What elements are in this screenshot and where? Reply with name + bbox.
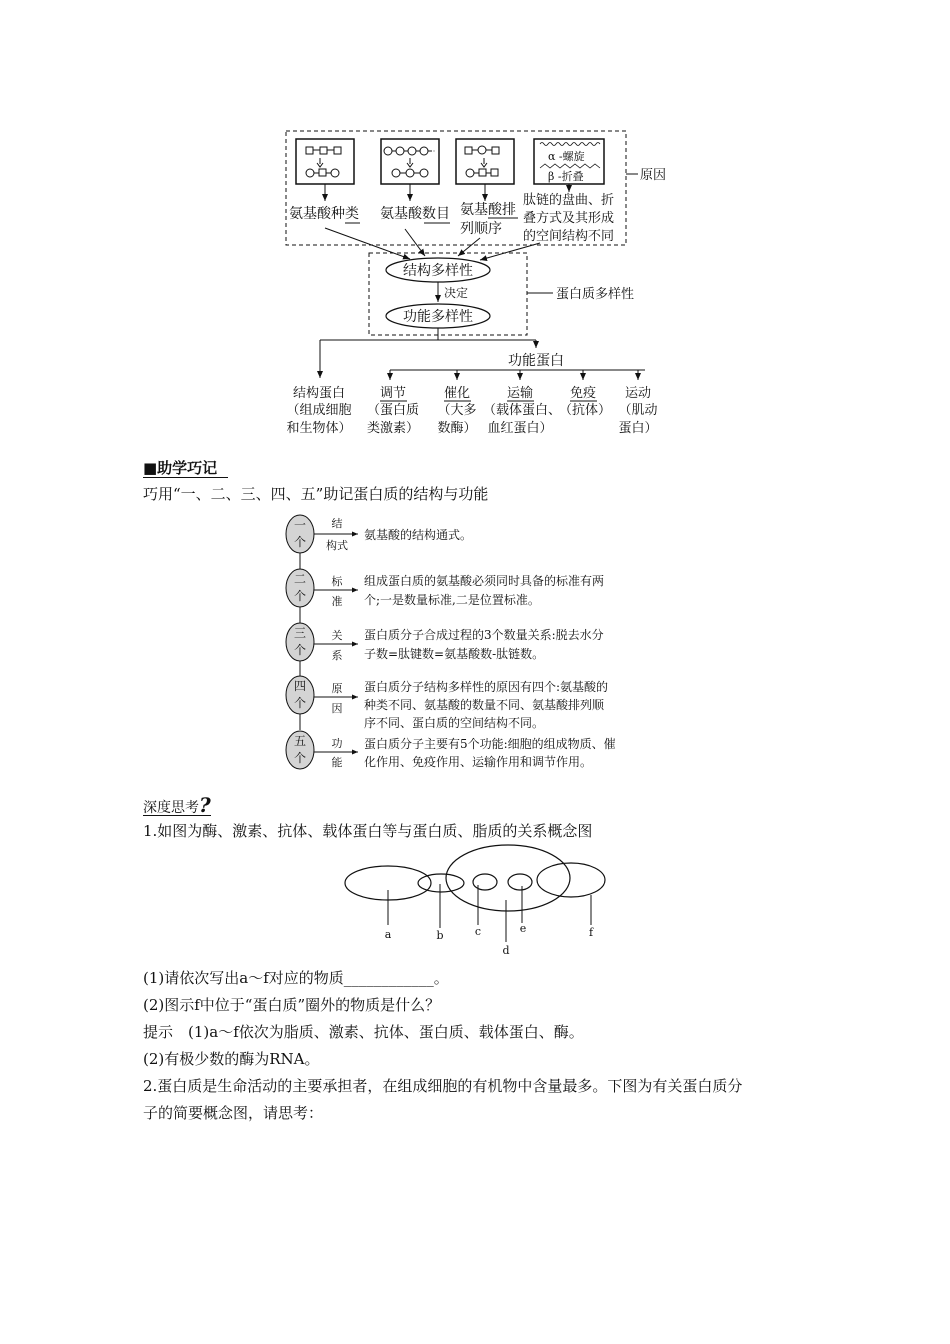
svg-text:五: 五 (293, 734, 307, 748)
svg-text:个;一是数量标准,二是位置标准。: 个;一是数量标准,二是位置标准。 (364, 593, 540, 607)
chain-box-1 (296, 139, 354, 184)
question-1: 1.如图为酶、激素、抗体、载体蛋白等与蛋白质、脂质的关系概念图 (143, 822, 593, 840)
reason-4-line1: 肽链的盘曲、折 (523, 193, 615, 208)
function-desc-6b: 蛋白） (618, 421, 658, 436)
function-desc-5a: （抗体） (558, 403, 612, 418)
svg-text:蛋白质分子主要有5个功能:细胞的组成物质、催: 蛋白质分子主要有5个功能:细胞的组成物质、催 (364, 737, 616, 751)
question-2-line-1: 2.蛋白质是生命活动的主要承担者，在组成细胞的有机物中含量最多。下图为有关蛋白质分 (143, 1077, 743, 1095)
svg-text:二: 二 (293, 572, 307, 586)
function-name-1: 结构蛋白 (292, 386, 346, 401)
function-name-6: 运动 (624, 386, 652, 401)
venn-label-b: b (436, 929, 444, 942)
svg-text:氨基酸的结构通式。: 氨基酸的结构通式。 (364, 528, 473, 542)
function-desc-4b: 血红蛋白） (487, 421, 553, 436)
svg-text:四: 四 (293, 679, 307, 693)
chain-box-2 (381, 139, 439, 184)
svg-text:三: 三 (293, 626, 307, 640)
svg-text:蛋白质分子结构多样性的原因有四个:氨基酸的: 蛋白质分子结构多样性的原因有四个:氨基酸的 (364, 680, 609, 694)
venn-label-f: f (588, 926, 594, 939)
svg-text:构式: 构式 (326, 539, 348, 552)
chain-box-3 (456, 139, 514, 184)
hint-2: (2)有极少数的酶为RNA。 (143, 1050, 320, 1068)
mnemonic-item-1 (286, 515, 472, 553)
svg-text:功: 功 (331, 737, 343, 750)
mnemonic-item-4 (286, 676, 608, 730)
reason-3-line1: 氨基酸排 (460, 202, 516, 218)
function-name-2: 调节 (379, 386, 407, 401)
functional-protein-label: 功能蛋白 (508, 353, 564, 369)
function-desc-3a: （大多 (437, 403, 477, 418)
svg-text:子数=肽键数=氨基酸数-肽链数。: 子数=肽键数=氨基酸数-肽链数。 (364, 647, 545, 661)
venn-label-a: a (384, 928, 392, 941)
alpha-helix-label: α -螺旋 (548, 150, 585, 163)
chain-box-4 (534, 139, 604, 184)
function-desc-6a: （肌动 (618, 403, 658, 418)
venn-label-e: e (519, 922, 527, 935)
protein-diversity-diagram (0, 0, 950, 450)
function-desc-3b: 数酶） (437, 421, 477, 436)
function-desc-2a: （蛋白质 (366, 403, 420, 418)
function-desc-2b: 类激素） (366, 421, 420, 436)
svg-text:序不同、蛋白质的空间结构不同。: 序不同、蛋白质的空间结构不同。 (364, 716, 545, 730)
function-desc-4a: （载体蛋白、 (482, 403, 562, 418)
protein-diversity-label: 蛋白质多样性 (556, 287, 635, 302)
help-intro: 巧用“一、二、三、四、五”助记蛋白质的结构与功能 (143, 485, 489, 503)
question-mark-icon: ? (199, 793, 211, 817)
svg-text:个: 个 (293, 696, 307, 710)
svg-text:准: 准 (331, 595, 343, 608)
svg-text:组成蛋白质的氨基酸必须同时具备的标准有两: 组成蛋白质的氨基酸必须同时具备的标准有两 (364, 574, 605, 588)
reason-1: 氨基酸种类 (289, 206, 359, 222)
reason-label: 原因 (640, 168, 667, 183)
beta-sheet-label: β -折叠 (548, 170, 584, 183)
svg-text:个: 个 (293, 643, 307, 657)
svg-text:标: 标 (331, 575, 343, 588)
reason-4-line2: 叠方式及其形成 (523, 211, 615, 226)
svg-text:个: 个 (293, 589, 307, 603)
venn-diagram (330, 840, 630, 962)
question-1-part-2: (2)图示f中位于“蛋白质”圈外的物质是什么？ (143, 996, 441, 1014)
mnemonic-item-5 (286, 731, 616, 769)
svg-text:个: 个 (293, 535, 307, 549)
determine-label: 决定 (444, 286, 469, 300)
function-name-3: 催化 (443, 386, 471, 401)
hint-1: 提示 (1)a～f依次为脂质、激素、抗体、蛋白质、载体蛋白、酶。 (143, 1023, 584, 1041)
venn-label-d: d (502, 944, 510, 957)
svg-text:蛋白质分子合成过程的3个数量关系:脱去水分: 蛋白质分子合成过程的3个数量关系:脱去水分 (364, 628, 604, 642)
svg-text:种类不同、氨基酸的数量不同、氨基酸排列顺: 种类不同、氨基酸的数量不同、氨基酸排列顺 (364, 698, 605, 712)
svg-text:能: 能 (331, 756, 343, 769)
svg-text:个: 个 (293, 751, 307, 765)
function-name-4: 运输 (506, 386, 534, 401)
function-desc-1b: 和生物体） (286, 421, 352, 436)
svg-text:化作用、免疫作用、运输作用和调节作用。: 化作用、免疫作用、运输作用和调节作用。 (364, 755, 593, 769)
reason-2: 氨基酸数目 (380, 206, 450, 222)
deep-thinking-underline (143, 815, 211, 816)
svg-text:因: 因 (331, 702, 343, 715)
svg-text:一: 一 (293, 518, 307, 532)
deep-thinking-title: 深度思考? (143, 793, 211, 817)
svg-text:原: 原 (331, 682, 343, 695)
help-section-title: ■助学巧记 (143, 459, 218, 477)
help-title-underline (143, 477, 228, 478)
question-1-part-1: (1)请依次写出a～f对应的物质____________。 (143, 969, 449, 987)
mnemonic-item-2 (286, 569, 604, 608)
function-desc-1a: （组成细胞 (286, 403, 352, 418)
question-2-line-2: 子的简要概念图，请思考： (143, 1104, 324, 1122)
function-diversity: 功能多样性 (403, 309, 473, 325)
mnemonic-item-3 (286, 623, 604, 662)
svg-text:系: 系 (331, 649, 343, 662)
svg-text:结: 结 (331, 517, 343, 530)
venn-label-c: c (474, 925, 482, 938)
structure-diversity: 结构多样性 (403, 263, 473, 279)
reason-3-line2: 列顺序 (460, 221, 502, 237)
reason-4-line3: 的空间结构不同 (523, 229, 615, 244)
function-name-5: 免疫 (569, 386, 597, 401)
svg-text:关: 关 (331, 629, 343, 642)
mnemonic-diagram (270, 510, 690, 775)
